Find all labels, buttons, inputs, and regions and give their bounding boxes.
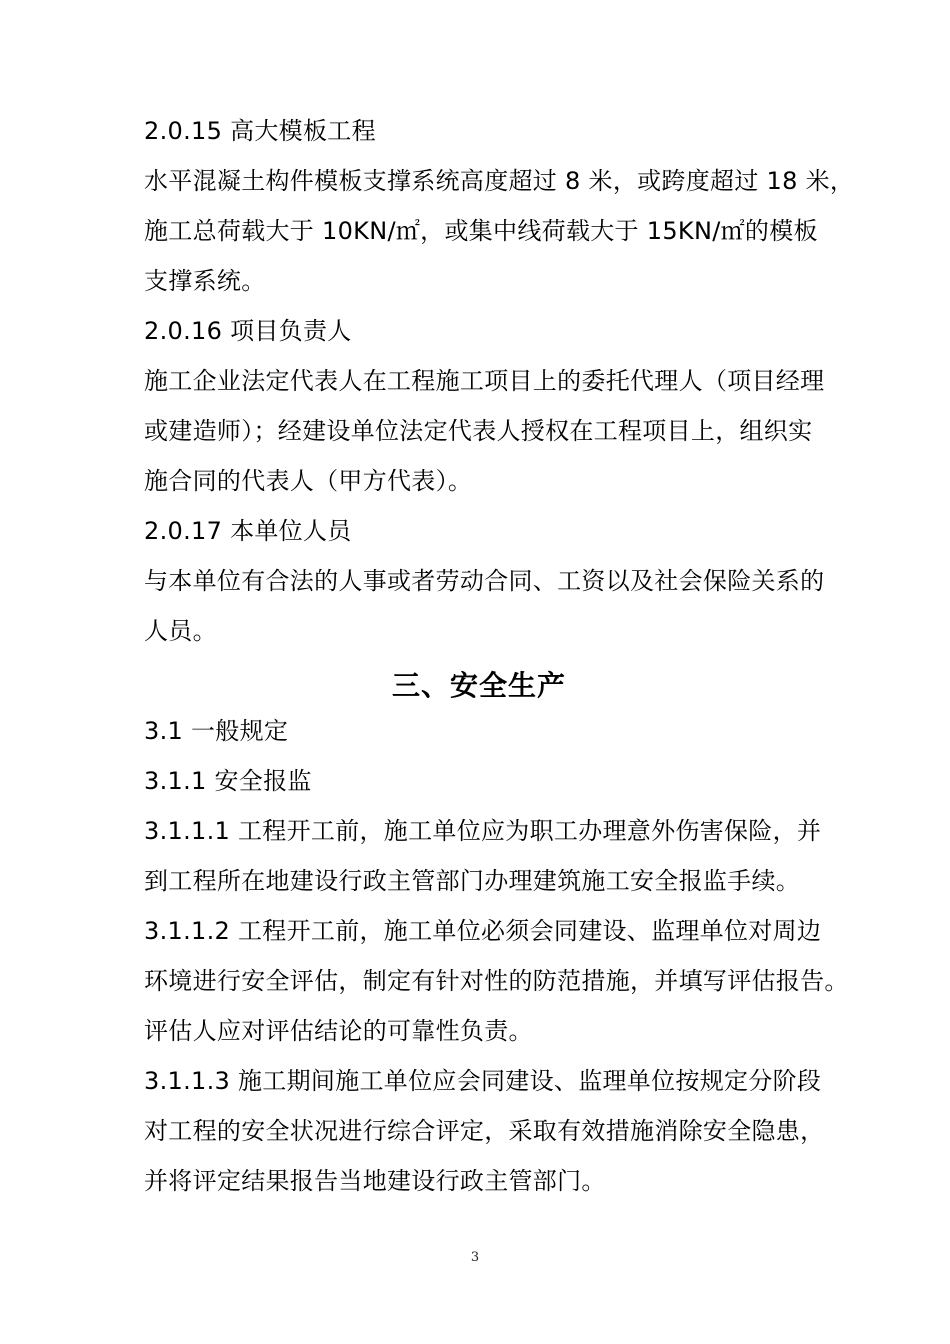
clause-3-1-1-3: 3.1.1.3 施工期间施工单位应会同建设、监理单位按规定分阶段	[144, 1067, 822, 1095]
paragraph-line: 并将评定结果报告当地建设行政主管部门。	[144, 1167, 606, 1195]
heading-2-0-17: 2.0.17 本单位人员	[144, 517, 352, 545]
paragraph-line: 水平混凝土构件模板支撑系统高度超过 8 米，或跨度超过 18 米，	[144, 167, 855, 195]
paragraph-line: 评估人应对评估结论的可靠性负责。	[144, 1017, 533, 1045]
paragraph-line: 环境进行安全评估，制定有针对性的防范措施，并填写评估报告。	[144, 967, 849, 995]
clause-3-1-1-1: 3.1.1.1 工程开工前，施工单位应为职工办理意外伤害保险，并	[144, 817, 822, 845]
heading-3-1: 3.1 一般规定	[144, 717, 289, 745]
paragraph-line: 施工总荷载大于 10KN/㎡，或集中线荷载大于 15KN/㎡的模板	[144, 217, 818, 245]
paragraph-line: 支撑系统。	[144, 267, 266, 295]
paragraph-line: 施合同的代表人（甲方代表）。	[144, 467, 473, 495]
document-body	[144, 106, 855, 1206]
paragraph-line: 到工程所在地建设行政主管部门办理建筑施工安全报监手续。	[144, 867, 801, 895]
paragraph-line: 人员。	[144, 617, 217, 645]
paragraph-line: 与本单位有合法的人事或者劳动合同、工资以及社会保险关系的	[144, 567, 825, 595]
clause-3-1-1-2: 3.1.1.2 工程开工前，施工单位必须会同建设、监理单位对周边	[144, 917, 822, 945]
heading-2-0-16: 2.0.16 项目负责人	[144, 317, 352, 345]
paragraph-line: 对工程的安全状况进行综合评定，采取有效措施消除安全隐患，	[144, 1117, 825, 1145]
heading-3-1-1: 3.1.1 安全报监	[144, 767, 312, 795]
paragraph-line: 施工企业法定代表人在工程施工项目上的委托代理人（项目经理	[144, 367, 825, 395]
section-title: 三、安全生产	[391, 669, 566, 702]
paragraph-line: 或建造师）；经建设单位法定代表人授权在工程项目上，组织实	[144, 417, 813, 445]
heading-2-0-15: 2.0.15 高大模板工程	[144, 117, 376, 145]
page-number: 3	[470, 1250, 480, 1265]
